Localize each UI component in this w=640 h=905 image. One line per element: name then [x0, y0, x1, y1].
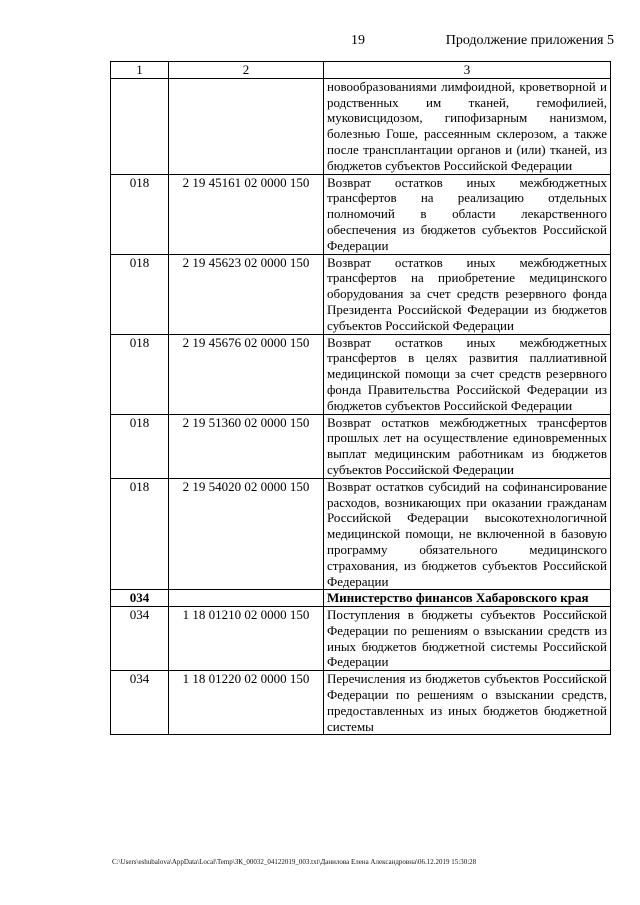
page-number: 19 [351, 33, 365, 48]
column-header-2: 2 [169, 62, 324, 79]
admin-code-cell [111, 78, 169, 174]
admin-code-cell: 018 [111, 174, 169, 254]
table-row [111, 174, 611, 254]
table-row [111, 671, 611, 735]
column-header-1: 1 [111, 62, 169, 79]
budget-code-cell [169, 78, 324, 174]
budget-code-cell: 1 18 01220 02 0000 150 [169, 671, 324, 735]
column-header-3: 3 [324, 62, 611, 79]
description-cell: Возврат остатков субсидий на софинансирование расходов, возникающих при оказании гражданам Российской Федерации высокотехнологичной медицинской помощи, не включенной в базовую программу обязательного медицинского страхования, из бюджетов субъектов Российской Федерации [324, 478, 611, 590]
budget-code-cell: 2 19 51360 02 0000 150 [169, 414, 324, 478]
table-row [111, 78, 611, 174]
budget-code-cell: 2 19 45161 02 0000 150 [169, 174, 324, 254]
description-cell: Возврат остатков межбюджетных трансфертов прошлых лет на осуществление единовременных выплат медицинским работникам из бюджетов субъектов Российской Федерации [324, 414, 611, 478]
description-cell: Перечисления из бюджетов субъектов Российской Федерации по решениям о взыскании средств, предоставленных из иных бюджетов бюджетной системы [324, 671, 611, 735]
page-header [0, 33, 640, 53]
budget-code-cell: 2 19 54020 02 0000 150 [169, 478, 324, 590]
budget-code-cell [169, 590, 324, 607]
description-cell: Возврат остатков иных межбюджетных трансфертов в целях развития паллиативной медицинской помощи за счет средств резервного фонда Правительства Российской Федерации из бюджетов субъектов Российской Федерации [324, 334, 611, 414]
description-cell: Поступления в бюджеты субъектов Российской Федерации по решениям о взыскании средств из иных бюджетов бюджетной системы Российской Федерации [324, 607, 611, 671]
admin-code-cell: 018 [111, 414, 169, 478]
ministry-name-cell: Министерство финансов Хабаровского края [324, 590, 611, 607]
budget-code-cell: 2 19 45623 02 0000 150 [169, 254, 324, 334]
admin-code-cell: 034 [111, 590, 169, 607]
budget-code-cell: 1 18 01210 02 0000 150 [169, 607, 324, 671]
budget-codes-table [110, 61, 611, 735]
budget-code-cell: 2 19 45676 02 0000 150 [169, 334, 324, 414]
table-row [111, 607, 611, 671]
footer-file-path: C:\Users\eshubalova\AppData\Local\Temp\ЗК_00032_04122019_003.txt\Данилова Елена Александровна\06.12.2019 15:30:28 [112, 858, 477, 866]
table-row [111, 254, 611, 334]
table-row [111, 478, 611, 590]
table-row [111, 334, 611, 414]
table-header-row [111, 62, 611, 79]
admin-code-cell: 034 [111, 671, 169, 735]
table-row [111, 414, 611, 478]
ministry-heading-row [111, 590, 611, 607]
continuation-label: Продолжение приложения 5 [445, 33, 614, 48]
description-cell: Возврат остатков иных межбюджетных трансфертов на реализацию отдельных полномочий в области лекарственного обеспечения из бюджетов субъектов Российской Федерации [324, 174, 611, 254]
admin-code-cell: 018 [111, 478, 169, 590]
description-cell: Возврат остатков иных межбюджетных трансфертов на приобретение медицинского оборудования за счет средств резервного фонда Президента Российской Федерации из бюджетов субъектов Российской Федерации [324, 254, 611, 334]
admin-code-cell: 018 [111, 254, 169, 334]
admin-code-cell: 018 [111, 334, 169, 414]
description-cell: новообразованиями лимфоидной, кроветворной и родственных им тканей, гемофилией, муковисцидозом, гипофизарным нанизмом, болезнью Гоше, рассеянным склерозом, а также после трансплантации органов и (или) тканей, из бюджетов субъектов Российской Федерации [324, 78, 611, 174]
admin-code-cell: 034 [111, 607, 169, 671]
